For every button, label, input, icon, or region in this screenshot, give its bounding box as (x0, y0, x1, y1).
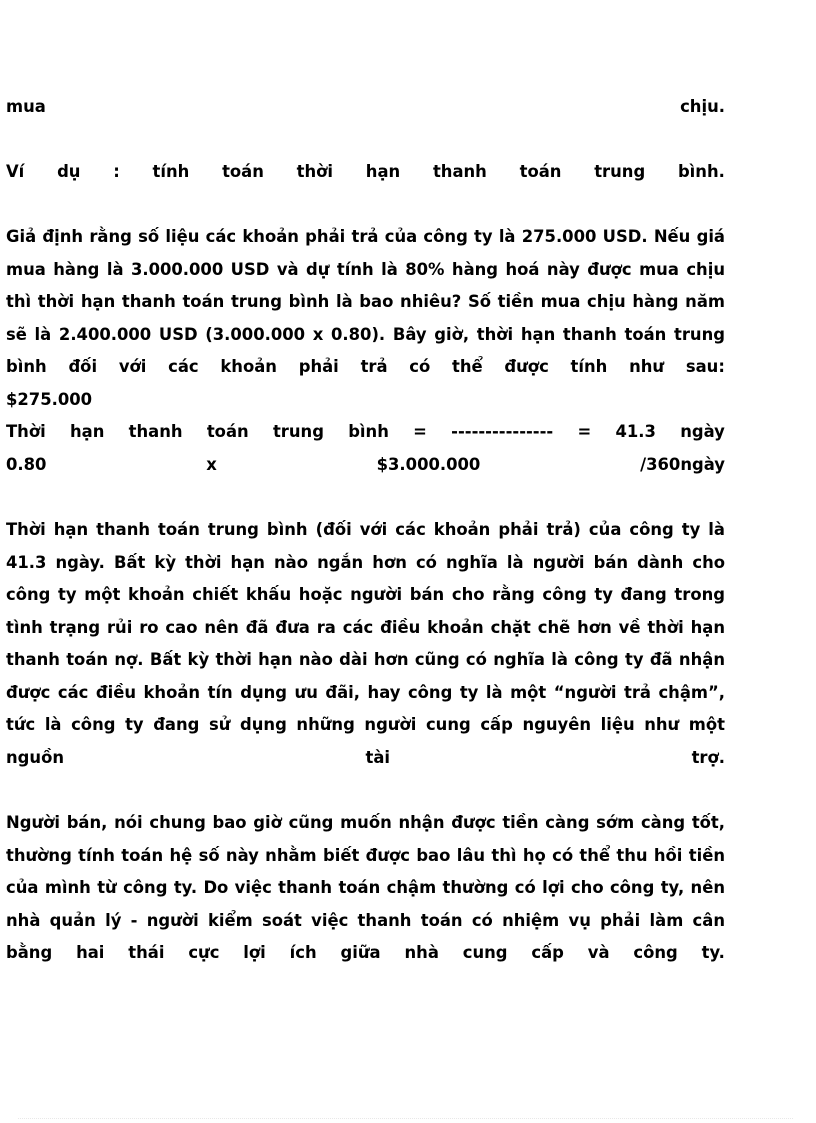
text-line (6, 91, 725, 124)
word: bằng (6, 943, 53, 962)
word: x (206, 454, 217, 474)
text-line (6, 319, 725, 352)
word: thời (296, 162, 334, 181)
word: tính (570, 357, 608, 376)
word: được (504, 357, 549, 376)
line-text: nhà quản lý - người kiểm soát việc thanh toán có nhiệm vụ phải làm cân (6, 910, 725, 930)
word: cực (188, 943, 220, 962)
word: 41.3 (615, 422, 656, 441)
word: thể (452, 357, 483, 376)
page-bottom-rule (18, 1118, 793, 1119)
word: cung (462, 943, 508, 962)
word: toán (222, 162, 264, 181)
word: ty. (701, 943, 725, 962)
line-text: thường tính toán hệ số này nhằm biết được bao lâu thì họ có thể thu hồi tiền (6, 845, 725, 865)
word: : (113, 162, 120, 181)
word: hạn (70, 422, 105, 441)
word: $3.000.000 (376, 454, 481, 474)
word: ngày (680, 422, 725, 441)
line-text: của mình từ công ty. Do việc thanh toán chậm thường có lợi cho công ty, nên (6, 878, 725, 897)
text-line (6, 221, 725, 254)
text-line (6, 905, 725, 938)
text-line (6, 840, 725, 873)
text-line (6, 514, 725, 547)
word: khoản (220, 357, 277, 376)
word: phải (298, 357, 339, 376)
word: nhà (404, 943, 439, 962)
text-line (6, 677, 725, 710)
formula-denominator (6, 449, 725, 482)
word: Thời (6, 422, 46, 441)
text-line (6, 709, 725, 742)
line-text: Thời hạn thanh toán trung bình (đối với các khoản phải trả) của công ty là (6, 520, 725, 539)
word: /360ngày (640, 454, 725, 474)
word: với (118, 357, 147, 376)
text-line (6, 807, 725, 840)
word: trung (272, 422, 324, 441)
word: đối (68, 357, 98, 376)
line-text: tức là công ty đang sử dụng những người cung cấp nguyên liệu như một (6, 715, 725, 734)
text-line (6, 286, 725, 319)
word: toán (519, 162, 562, 181)
word: các (168, 357, 199, 376)
line-text: tình trạng rủi ro cao nên đã đưa ra các điều khoản chặt chẽ hơn về thời hạn (6, 617, 725, 637)
word: thanh (432, 162, 487, 181)
formula-numerator (6, 384, 725, 417)
word: trả (360, 357, 388, 376)
word: tài (365, 747, 391, 767)
line-text: thanh toán nợ. Bất kỳ thời hạn nào dài hơn cũng có nghĩa là công ty đã nhận (6, 650, 725, 669)
word: = (413, 422, 427, 441)
word: trợ. (691, 747, 725, 767)
line-text: được các điều khoản tín dụng ưu đãi, hay công ty là một “người trả chậm”, (6, 682, 725, 702)
word: và (587, 943, 610, 962)
text-line (6, 937, 725, 970)
word: ích (289, 943, 317, 962)
word: mua (6, 97, 46, 116)
word: cấp (531, 943, 564, 962)
line-text: mua hàng là 3.000.000 USD và dự tính là 80% hàng hoá này được mua chịu (6, 259, 725, 279)
text-line (6, 579, 725, 612)
line-text: $275.000 (6, 389, 93, 409)
word: dụ (57, 162, 81, 181)
word: toán (206, 422, 249, 441)
word: như (629, 357, 665, 376)
word: chịu. (680, 97, 725, 116)
word: = (577, 422, 592, 441)
text-line (6, 351, 725, 384)
word: trung (594, 162, 646, 181)
word: hai (76, 943, 105, 962)
text-line (6, 644, 725, 677)
line-text: Người bán, nói chung bao giờ cũng muốn nhận được tiền càng sớm càng tốt, (6, 813, 725, 832)
text-line (6, 612, 725, 645)
word: bình. (677, 162, 725, 181)
word: bình (348, 422, 389, 441)
fraction-bar: --------------- (451, 422, 554, 441)
text-line (6, 742, 725, 775)
example-heading (6, 156, 725, 189)
line-text: Giả định rằng số liệu các khoản phải trả của công ty là 275.000 USD. Nếu giá (6, 227, 725, 246)
word: thái (128, 943, 165, 962)
word: nguồn (6, 747, 64, 767)
word: lợi (243, 943, 266, 962)
word: thanh (128, 422, 183, 441)
word: hạn (365, 162, 401, 181)
formula-line (6, 416, 725, 449)
word: 0.80 (6, 454, 47, 474)
line-text: công ty một khoản chiết khấu hoặc người bán cho rằng công ty đang trong (6, 585, 725, 604)
word: công (633, 943, 678, 962)
text-line (6, 254, 725, 287)
text-line (6, 547, 725, 580)
line-text: thì thời hạn thanh toán trung bình là bao nhiêu? Số tiền mua chịu hàng năm (6, 292, 725, 311)
word: tính (152, 162, 190, 181)
word: Ví (6, 162, 25, 181)
line-text: sẽ là 2.400.000 USD (3.000.000 x 0.80). Bây giờ, thời hạn thanh toán trung (6, 324, 725, 344)
text-line (6, 872, 725, 905)
word: có (409, 357, 431, 376)
line-text: 41.3 ngày. Bất kỳ thời hạn nào ngắn hơn có nghĩa là người bán dành cho (6, 552, 725, 572)
word: giữa (340, 943, 381, 962)
word: bình (6, 357, 47, 376)
word: sau: (685, 357, 725, 376)
